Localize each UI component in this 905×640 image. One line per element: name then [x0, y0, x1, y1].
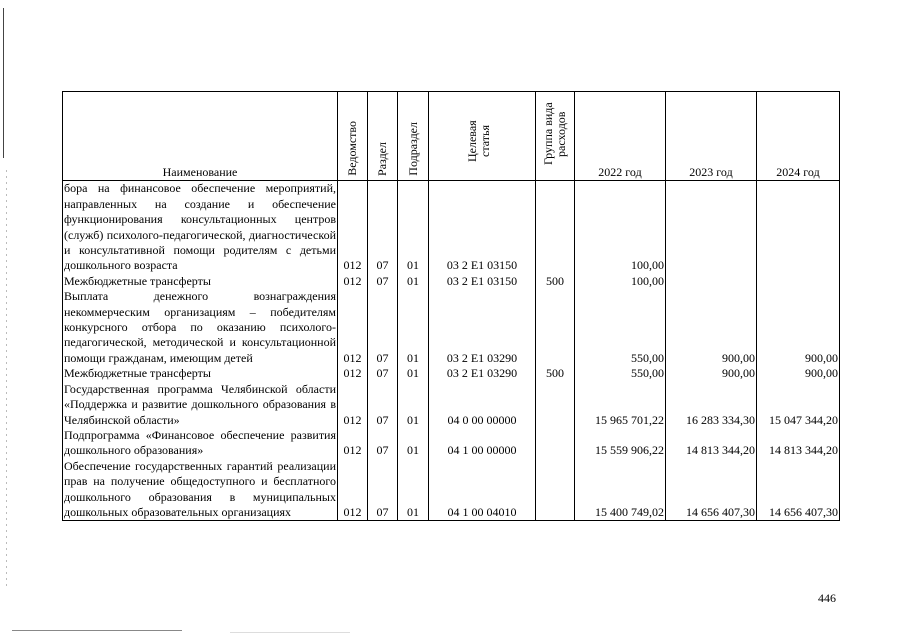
row-section: 07	[368, 289, 398, 366]
row-2022: 550,00	[575, 289, 666, 366]
row-name: Межбюджетные трансферты	[63, 274, 338, 289]
page-edge-line	[3, 8, 4, 158]
row-dept: 012	[338, 428, 368, 459]
row-target: 04 1 00 04010	[429, 459, 536, 521]
row-2023: 14 813 344,20	[666, 428, 757, 459]
row-section: 07	[368, 459, 398, 521]
scan-dots	[6, 170, 7, 590]
row-2022: 100,00	[575, 274, 666, 289]
row-name: Обеспечение государственных гарантий реализации прав на получение общедоступного и бесплатного дошкольного образования в муниципальных дошкольных образовательных организациях	[64, 458, 336, 519]
row-exp-group: 500	[536, 366, 575, 381]
row-2024: 14 813 344,20	[757, 428, 840, 459]
table-row	[63, 366, 840, 381]
row-subsection: 01	[398, 428, 429, 459]
row-target: 03 2 E1 03150	[429, 274, 536, 289]
row-subsection: 01	[398, 382, 429, 428]
row-section: 07	[368, 382, 398, 428]
budget-table	[62, 91, 840, 521]
row-name: Выплата денежного вознаграждения некоммерческим организациям – победителям конкурсного отбора по оказанию психолого-педагогической, методической и консультационной помощи гражданам, имеющим детей	[64, 289, 336, 365]
row-exp-group	[536, 181, 575, 274]
header-2024: 2024 год	[757, 92, 840, 181]
row-exp-group	[536, 382, 575, 428]
row-target: 03 2 E1 03150	[429, 181, 536, 274]
page-number: 446	[818, 591, 836, 605]
row-dept: 012	[338, 181, 368, 274]
row-section: 07	[368, 366, 398, 381]
table-row	[63, 382, 840, 428]
header-exp-group: Группа вида расходов	[536, 92, 575, 181]
row-subsection: 01	[398, 274, 429, 289]
row-name: Межбюджетные трансферты	[63, 366, 338, 381]
table-row	[63, 289, 840, 366]
row-target: 03 2 E1 03290	[429, 366, 536, 381]
row-subsection: 01	[398, 366, 429, 381]
row-dept: 012	[338, 459, 368, 521]
header-2023: 2023 год	[666, 92, 757, 181]
header-section: Раздел	[368, 92, 398, 181]
row-2024: 900,00	[757, 366, 840, 381]
scan-artifact	[230, 632, 350, 633]
row-2023	[666, 274, 757, 289]
row-2024	[757, 274, 840, 289]
row-name: Подпрограмма «Финансовое обеспечение развития дошкольного образования»	[64, 427, 336, 458]
row-2022: 15 559 906,22	[575, 428, 666, 459]
row-target: 04 1 00 00000	[429, 428, 536, 459]
table-row	[63, 428, 840, 459]
row-section: 07	[368, 274, 398, 289]
row-2022: 15 400 749,02	[575, 459, 666, 521]
row-target: 03 2 E1 03290	[429, 289, 536, 366]
header-subsection: Подраздел	[398, 92, 429, 181]
row-2023: 14 656 407,30	[666, 459, 757, 521]
table-header-row	[63, 92, 840, 181]
row-exp-group: 500	[536, 274, 575, 289]
row-2024: 900,00	[757, 289, 840, 366]
header-target: Целевая статья	[429, 92, 536, 181]
header-2022: 2022 год	[575, 92, 666, 181]
row-2024: 14 656 407,30	[757, 459, 840, 521]
row-dept: 012	[338, 366, 368, 381]
row-subsection: 01	[398, 459, 429, 521]
header-dept: Ведомство	[338, 92, 368, 181]
row-2023: 900,00	[666, 289, 757, 366]
row-section: 07	[368, 181, 398, 274]
row-exp-group	[536, 459, 575, 521]
header-name: Наименование	[63, 92, 338, 181]
row-dept: 012	[338, 274, 368, 289]
row-subsection: 01	[398, 289, 429, 366]
row-dept: 012	[338, 289, 368, 366]
row-subsection: 01	[398, 181, 429, 274]
row-name: Государственная программа Челябинской области «Поддержка и развитие дошкольного образования в Челябинской области»	[64, 381, 336, 427]
row-2024	[757, 181, 840, 274]
row-exp-group	[536, 289, 575, 366]
row-2023: 16 283 334,30	[666, 382, 757, 428]
table-row	[63, 181, 840, 274]
row-section: 07	[368, 428, 398, 459]
table-row	[63, 459, 840, 521]
row-2024: 15 047 344,20	[757, 382, 840, 428]
row-2022: 550,00	[575, 366, 666, 381]
row-2022: 15 965 701,22	[575, 382, 666, 428]
row-target: 04 0 00 00000	[429, 382, 536, 428]
row-dept: 012	[338, 382, 368, 428]
table-row	[63, 274, 840, 289]
row-exp-group	[536, 428, 575, 459]
row-2022: 100,00	[575, 181, 666, 274]
row-name: бора на финансовое обеспечение мероприятий, направленных на создание и обеспечение функционирования консультационных центров (служб) психолого-педагогической, диагностической и консультативной помощи родителям с детьми дошкольного возраста	[64, 181, 336, 273]
row-2023: 900,00	[666, 366, 757, 381]
row-2023	[666, 181, 757, 274]
scan-artifact	[12, 630, 182, 631]
